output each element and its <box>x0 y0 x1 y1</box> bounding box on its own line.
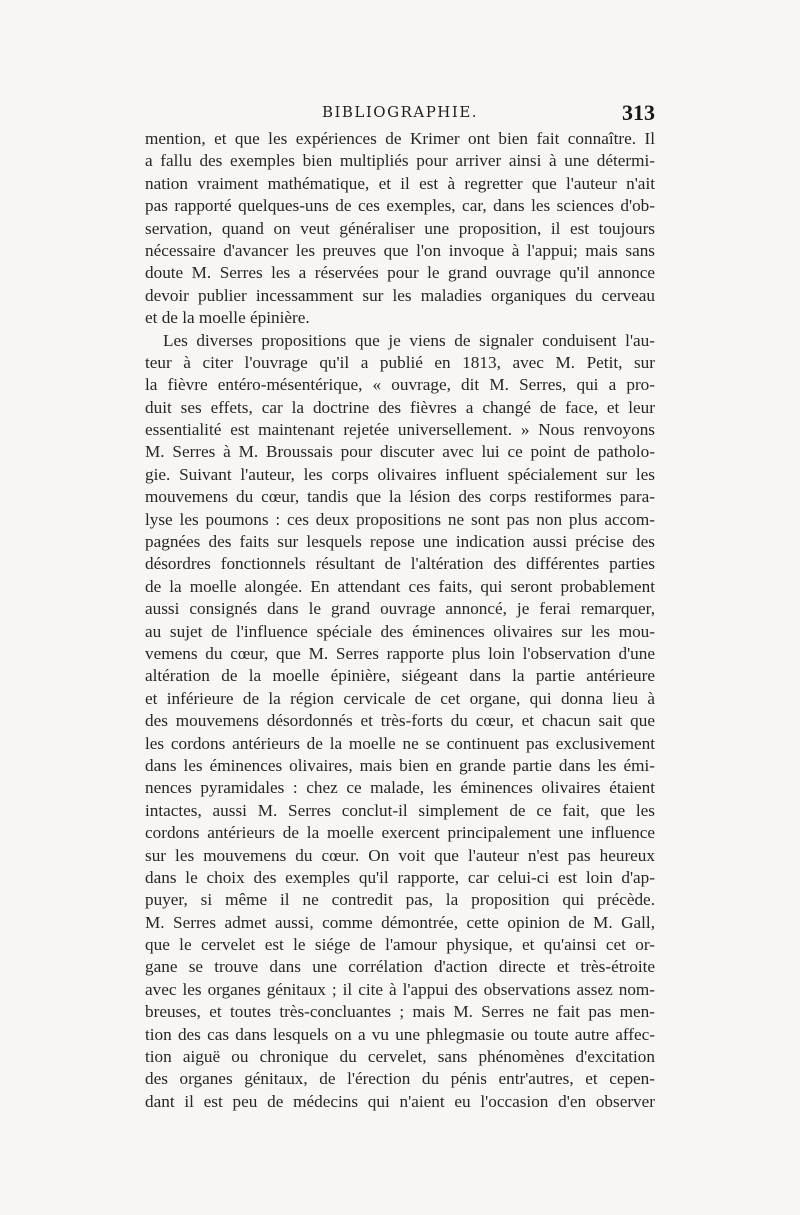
text-line: lyse les poumons : ces deux propositions ne sont pas non plus accom- <box>145 509 655 529</box>
text-line: gane se trouve dans une corrélation d'action directe et très-étroite <box>145 957 655 977</box>
paragraph-1 <box>145 128 655 330</box>
paragraph-2 <box>145 330 655 1114</box>
text-line: tion des cas dans lesquels on a vu une phlegmasie ou toute autre affec- <box>145 1024 655 1044</box>
text-line: vemens du cœur, que M. Serres rapporte plus loin l'observation d'une <box>145 643 655 663</box>
text-line: de la moelle alongée. En attendant ces faits, qui seront probablement <box>145 576 655 596</box>
text-line: mention, et que les expériences de Krimer ont bien fait connaître. Il <box>145 129 655 148</box>
text-line: altération de la moelle épinière, siégeant dans la partie antérieure <box>145 666 655 686</box>
text-line: avec les organes génitaux ; il cite à l'appui des observations assez nom- <box>145 979 655 999</box>
text-line: teur à citer l'ouvrage qu'il a publié en 1813, avec M. Petit, sur <box>145 352 655 372</box>
text-line: breuses, et toutes très-concluantes ; mais M. Serres ne fait pas men- <box>145 1002 655 1022</box>
text-line: Les diverses propositions que je viens de signaler conduisent l'au- <box>163 330 655 350</box>
text-line: essentialité est maintenant rejetée universellement. » Nous renvoyons <box>145 420 655 440</box>
text-line: des mouvemens désordonnés et très-forts du cœur, et chacun sait que <box>145 711 655 731</box>
page-number: 313 <box>622 100 655 125</box>
text-line: la fièvre entéro-mésentérique, « ouvrage, dit M. Serres, qui a pro- <box>145 375 655 395</box>
text-line: mouvemens du cœur, tandis que la lésion des corps restiformes para- <box>145 487 655 507</box>
text-line: duit ses effets, car la doctrine des fièvres a changé de face, et leur <box>145 397 655 417</box>
running-head <box>145 101 655 129</box>
text-line: tion aiguë ou chronique du cervelet, sans phénomènes d'excitation <box>145 1047 655 1067</box>
text-line: M. Serres admet aussi, comme démontrée, cette opinion de M. Gall, <box>145 912 655 932</box>
text-line: au sujet de l'influence spéciale des éminences olivaires sur les mou- <box>145 621 655 641</box>
text-line: dans les éminences olivaires, mais bien en grande partie dans les émi- <box>145 755 655 775</box>
text-line: doute M. Serres les a réservées pour le grand ouvrage qu'il annonce <box>145 263 655 283</box>
text-line: que le cervelet est le siége de l'amour physique, et qu'ainsi cet or- <box>145 935 655 955</box>
text-line: les cordons antérieurs de la moelle ne se continuent pas exclusivement <box>145 733 655 753</box>
text-line: dans le choix des exemples qu'il rapporte, car celui-ci est loin d'ap- <box>145 867 655 887</box>
text-line: nécessaire d'avancer les preuves que l'on invoque à l'appui; mais sans <box>145 240 655 260</box>
body-text <box>145 128 655 1113</box>
text-line: nences pyramidales : chez ce malade, les éminences olivaires étaient <box>145 778 655 798</box>
text-line: gie. Suivant l'auteur, les corps olivaires influent spécialement sur les <box>145 464 655 484</box>
text-line: et inférieure de la région cervicale de cet organe, qui donna lieu à <box>145 688 655 708</box>
running-title: BIBLIOGRAPHIE. <box>321 103 479 121</box>
text-line: pas rapporté quelques-uns de ces exemples, car, dans les sciences d'ob- <box>145 196 655 216</box>
text-line: intactes, aussi M. Serres conclut-il simplement de ce fait, que les <box>145 800 655 820</box>
text-line: désordres fonctionnels résultant de l'altération des différentes parties <box>145 554 655 574</box>
text-line: des organes génitaux, de l'érection du pénis entr'autres, et cepen- <box>145 1069 655 1089</box>
text-line: nation vraiment mathématique, et il est à regretter que l'auteur n'ait <box>145 173 655 193</box>
text-line: pagnées des faits sur lesquels repose une indication aussi précise des <box>145 532 655 552</box>
text-line: puyer, si même il ne contredit pas, la proposition qui précède. <box>145 890 655 910</box>
text-line: devoir publier incessamment sur les maladies organiques du cerveau <box>145 285 655 305</box>
text-line: cordons antérieurs de la moelle exercent principalement une influence <box>145 823 655 843</box>
text-line: sur les mouvemens du cœur. On voit que l'auteur n'est pas heureux <box>145 845 655 865</box>
text-line: servation, quand on veut généraliser une proposition, il est toujours <box>145 218 655 238</box>
text-line: aussi consignés dans le grand ouvrage annoncé, je ferai remarquer, <box>145 599 655 619</box>
text-line: M. Serres à M. Broussais pour discuter avec lui ce point de patholo- <box>145 442 655 462</box>
text-line: a fallu des exemples bien multipliés pour arriver ainsi à une détermi- <box>145 151 655 171</box>
text-line: dant il est peu de médecins qui n'aient eu l'occasion d'en observer <box>145 1091 655 1111</box>
text-line: et de la moelle épinière. <box>145 308 310 328</box>
